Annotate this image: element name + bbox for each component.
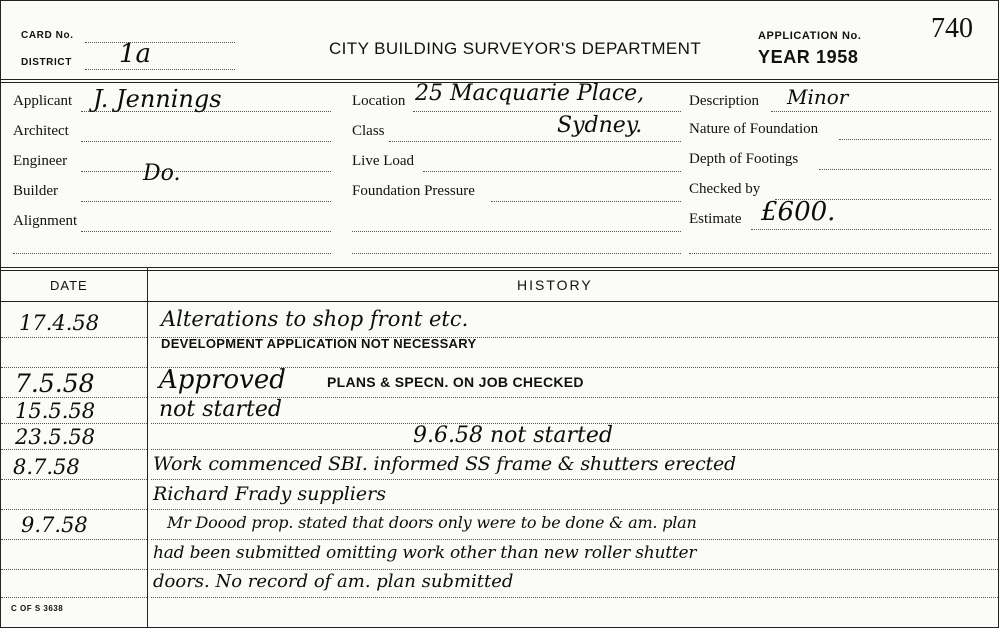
engineer-label: Engineer bbox=[13, 153, 68, 169]
history-text: Alterations to shop front etc. bbox=[161, 307, 469, 331]
history-stamp-text: PLANS & SPECN. ON JOB CHECKED bbox=[327, 374, 584, 390]
history-column-header: HISTORY bbox=[517, 277, 593, 293]
history-date: 8.7.58 bbox=[13, 455, 80, 479]
application-no-value: 740 bbox=[931, 13, 973, 44]
class-value: Sydney. bbox=[557, 113, 643, 138]
application-no-label: APPLICATION No. bbox=[758, 30, 862, 42]
history-date: 17.4.58 bbox=[19, 311, 100, 335]
live-load-label: Live Load bbox=[352, 153, 415, 169]
history-text: doors. No record of am. plan submitted bbox=[153, 571, 514, 592]
history-text: had been submitted omitting work other than new roller shutter bbox=[153, 543, 697, 563]
history-date: 23.5.58 bbox=[15, 425, 96, 449]
history-approved-text: Approved bbox=[159, 365, 286, 395]
architect-label: Architect bbox=[13, 123, 69, 139]
class-label: Class bbox=[352, 123, 385, 139]
history-text: Mr Doood prop. stated that doors only were to be done & am. plan bbox=[167, 513, 697, 532]
depth-of-footings-label: Depth of Footings bbox=[689, 151, 799, 167]
year-label: YEAR 1958 bbox=[758, 47, 859, 67]
card-no-label: CARD No. bbox=[21, 30, 74, 41]
description-label: Description bbox=[689, 93, 759, 109]
date-column-header: DATE bbox=[50, 278, 88, 293]
history-stamp-text: DEVELOPMENT APPLICATION NOT NECESSARY bbox=[161, 336, 477, 351]
district-label: DISTRICT bbox=[21, 57, 72, 68]
description-value: Minor bbox=[787, 85, 849, 109]
checked-by-label: Checked by bbox=[689, 181, 761, 197]
history-text: Work commenced SBI. informed SS frame & shutters erected bbox=[153, 453, 736, 475]
history-text: Richard Frady suppliers bbox=[153, 483, 386, 505]
history-date: 9.7.58 bbox=[21, 513, 88, 537]
history-date: 7.5.58 bbox=[15, 369, 95, 398]
estimate-value: £600. bbox=[761, 197, 836, 227]
form-code: C OF S 3638 bbox=[11, 604, 64, 613]
location-value: 25 Macquarie Place, bbox=[415, 81, 645, 106]
nature-of-foundation-label: Nature of Foundation bbox=[689, 121, 819, 137]
estimate-label: Estimate bbox=[689, 211, 742, 227]
alignment-label: Alignment bbox=[13, 213, 78, 229]
department-title: CITY BUILDING SURVEYOR'S DEPARTMENT bbox=[329, 39, 702, 58]
district-value: 1a bbox=[119, 39, 152, 69]
history-text: 9.6.58 not started bbox=[413, 423, 613, 448]
location-label: Location bbox=[352, 93, 406, 109]
applicant-value: J. Jennings bbox=[93, 85, 222, 113]
history-date: 15.5.58 bbox=[15, 399, 96, 423]
history-text: not started bbox=[159, 397, 282, 422]
builder-value: Do. bbox=[143, 161, 181, 186]
builder-label: Builder bbox=[13, 183, 58, 199]
applicant-label: Applicant bbox=[13, 93, 73, 109]
foundation-pressure-label: Foundation Pressure bbox=[352, 183, 475, 199]
